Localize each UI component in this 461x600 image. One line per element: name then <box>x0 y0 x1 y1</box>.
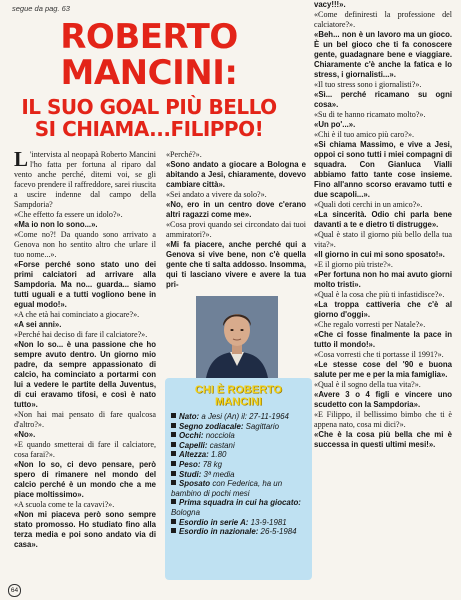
paragraph-text: «Non mi piaceva però sono sempre stato promosso. Ho studiato fino alla terza media e poi sono andato via di casa». <box>14 510 156 549</box>
question-paragraph <box>14 500 156 510</box>
bio-fact-value: con Federica, ha un bambino di pochi mesi <box>171 479 283 498</box>
paragraph-text: «A scuola come te la cavavi?». <box>14 500 115 509</box>
paragraph-text: «No». <box>14 430 36 439</box>
portrait-illustration <box>196 296 278 378</box>
bio-fact <box>171 412 311 422</box>
question-paragraph <box>14 230 156 260</box>
answer-paragraph <box>14 340 156 410</box>
portrait-photo <box>196 296 278 378</box>
text-column-3 <box>314 0 452 450</box>
question-paragraph <box>166 190 306 200</box>
bio-fact-value: Sagittario <box>243 421 279 431</box>
paragraph-text: «A sei anni». <box>14 320 62 329</box>
bio-fact-key: Esordio in nazionale: <box>179 527 259 537</box>
question-paragraph <box>314 110 452 120</box>
question-paragraph <box>314 260 452 270</box>
bio-fact-key: Segno zodiacale: <box>179 421 244 431</box>
bio-fact <box>171 422 311 432</box>
question-paragraph <box>14 440 156 460</box>
text-column-2 <box>166 150 306 290</box>
bio-fact <box>171 498 311 517</box>
paragraph-text: «Chi è il tuo amico più caro?». <box>314 130 415 139</box>
paragraph-text: «E Filippo, il bellissimo bimbo che ti è appena nato, cosa mi dici?». <box>314 410 452 429</box>
answer-paragraph <box>314 330 452 350</box>
paragraph-text: «Un po'...». <box>314 120 356 129</box>
paragraph-text: «Non lo so... è una passione che ho sempre avuto dentro. Un giorno mio padre, da sempre appassionato di calcio, ha cominciato a portarmi con lui a vedere le partite della Juventus, di cui eravamo tifosi, e così è nato tutto». <box>14 340 156 409</box>
question-paragraph <box>314 130 452 140</box>
paragraph-text: «Perché hai deciso di fare il calciatore?». <box>14 330 148 339</box>
paragraph-text: «E il giorno più triste?». <box>314 260 393 269</box>
bio-fact-key: Peso: <box>179 459 201 469</box>
paragraph-text: «Su di te hanno ricamato molto?». <box>314 110 426 119</box>
paragraph-text: «Come definiresti la professione del calciatore?». <box>314 10 452 29</box>
paragraph-text: «Sì... perché ricamano su ogni cosa». <box>314 90 452 109</box>
answer-paragraph <box>14 260 156 310</box>
question-paragraph <box>14 410 156 430</box>
bullet-icon <box>171 442 176 447</box>
bullet-icon <box>171 461 176 466</box>
answer-paragraph <box>314 250 452 260</box>
paragraph-text: «Sono andato a giocare a Bologna e abitando a Jesi, chiaramente, dovevo cambiare città». <box>166 160 306 189</box>
answer-paragraph <box>314 210 452 230</box>
paragraph-text: «Come no?! Da quando sono arrivato a Genova non ho sentito altro che urlare il tuo nome...». <box>14 230 156 259</box>
bullet-icon <box>171 528 176 533</box>
question-paragraph <box>14 210 156 220</box>
question-paragraph <box>314 350 452 360</box>
bio-fact <box>171 470 311 480</box>
paragraph-text: «Si chiama Massimo, e vive a Jesi, oppoi ci sono tutti i miei compagni di squadra. Con Gianluca Vialli abbiamo fatto tante cose insieme. Fino all'anno scorso eravamo tutti e due scapoli...». <box>314 140 452 199</box>
question-paragraph <box>314 80 452 90</box>
answer-paragraph <box>14 460 156 500</box>
paragraph-text: «Forse perché sono stato uno dei primi calciatori ad arrivare alla Sampdoria. Ma no... guarda... siamo tutti uguali e a tutti vogliono bene in egual modo!». <box>14 260 156 309</box>
paragraph-text: 'intervista al neopapà Roberto Mancini l'ho fatta per fortuna al riparo dal vento anche perché, ditemi voi, se gli facevo prendere il raffreddore, sarei riuscita a uscire indenne dal campo della Sampdoria? <box>14 150 156 209</box>
paragraph-text: «Che effetto fa essere un idolo?». <box>14 210 123 219</box>
paragraph-text: «Il giorno in cui mi sono sposato!». <box>314 250 445 259</box>
question-paragraph <box>314 10 452 30</box>
paragraph-text: «Non lo so, ci devo pensare, però spero di rimanere nel mondo del calcio perché è un mondo che a me piace moltissimo». <box>14 460 156 499</box>
question-paragraph <box>314 320 452 330</box>
answer-paragraph <box>14 510 156 550</box>
bio-box <box>165 378 312 580</box>
answer-paragraph <box>14 320 156 330</box>
paragraph-text: «Qual è la cosa che più ti infastidisce?». <box>314 290 445 299</box>
bio-title <box>165 384 312 408</box>
bio-fact <box>171 460 311 470</box>
question-paragraph <box>314 380 452 390</box>
question-paragraph <box>14 330 156 340</box>
question-paragraph <box>166 150 306 160</box>
bio-fact <box>171 527 311 537</box>
bullet-icon <box>171 423 176 428</box>
bio-fact <box>171 479 311 498</box>
paragraph-text: «Sei andato a vivere da solo?». <box>166 190 267 199</box>
answer-paragraph <box>314 0 452 10</box>
paragraph-text: «Il tuo stress sono i giornalisti?». <box>314 80 422 89</box>
bio-title-line-2: MANCINI <box>214 396 263 408</box>
bio-fact-value: Bologna <box>171 507 200 517</box>
bio-fact-value: 1.80 <box>208 450 227 460</box>
title-line-2: MANCINI: <box>60 53 238 93</box>
answer-paragraph <box>314 270 452 290</box>
title-line-3: IL SUO GOAL PIÙ BELLO <box>21 95 277 119</box>
article-title <box>0 17 298 141</box>
text-column-1 <box>14 147 156 550</box>
answer-paragraph <box>314 120 452 130</box>
bullet-icon <box>171 432 176 437</box>
bio-fact-key: Occhi: <box>179 431 204 441</box>
paragraph-text: «Perché?». <box>166 150 202 159</box>
paragraph-text: «Cosa provi quando sei circondato dai tuoi ammiratori?». <box>166 220 306 239</box>
intro-paragraph <box>14 147 156 210</box>
bio-fact-key: Studi: <box>179 469 202 479</box>
bio-fact-key: Sposato <box>179 479 211 489</box>
paragraph-text: «Le stesse cose del '90 e buona salute per me e per la mia famiglia». <box>314 360 452 379</box>
answer-paragraph <box>166 240 306 290</box>
bio-fact <box>171 450 311 460</box>
answer-paragraph <box>166 200 306 220</box>
question-paragraph <box>166 220 306 240</box>
paragraph-text: «Avere 3 o 4 figli e vincere uno scudetto con la Sampdoria». <box>314 390 452 409</box>
question-paragraph <box>14 310 156 320</box>
bio-fact-value: 13-9-1981 <box>248 517 287 527</box>
bio-facts-list <box>171 412 311 537</box>
question-paragraph <box>314 200 452 210</box>
bio-fact-key: Prima squadra in cui ha giocato: <box>179 498 301 508</box>
paragraph-text: «Qual è stato il giorno più bello della tua vita?». <box>314 230 452 249</box>
paragraph-text: «Non hai mai pensato di fare qualcosa d'altro?». <box>14 410 156 429</box>
paragraph-text: «Che regalo vorresti per Natale?». <box>314 320 426 329</box>
paragraph-text: «No, ero in un centro dove c'erano altri ragazzi come me». <box>166 200 306 219</box>
bio-fact <box>171 518 311 528</box>
question-paragraph <box>314 410 452 430</box>
bullet-icon <box>171 480 176 485</box>
question-paragraph <box>314 230 452 250</box>
paragraph-text: «Ma io non lo sono...». <box>14 220 98 229</box>
bio-fact <box>171 431 311 441</box>
bio-fact-value: 26-5-1984 <box>258 527 297 537</box>
paragraph-text: «A che età hai cominciato a giocare?». <box>14 310 140 319</box>
bullet-icon <box>171 451 176 456</box>
paragraph-text: «Che è la cosa più bella che mi è successa in questi ultimi mesi!». <box>314 430 452 449</box>
answer-paragraph <box>314 90 452 110</box>
answer-paragraph <box>314 140 452 200</box>
paragraph-text: «E quando smetterai di fare il calciatore, cosa farai?». <box>14 440 156 459</box>
paragraph-text: «Per fortuna non ho mai avuto giorni molto tristi». <box>314 270 452 289</box>
bio-fact-value: 3ª media <box>201 469 235 479</box>
answer-paragraph <box>14 220 156 230</box>
title-line-1: ROBERTO <box>60 17 238 57</box>
paragraph-text: «Cosa vorresti che ti portasse il 1991?». <box>314 350 444 359</box>
paragraph-text: «Quali doti cerchi in un amico?». <box>314 200 423 209</box>
continued-note: segue da pag. 63 <box>12 4 70 13</box>
bio-title-line-1: CHI È ROBERTO <box>194 384 283 396</box>
question-paragraph <box>314 290 452 300</box>
paragraph-text: vacy!!!». <box>314 0 346 9</box>
paragraph-text: «Mi fa piacere, anche perché qui a Genova si vive bene, non c'è quella gente che ti salta addosso. Insomma, qui ti lasciano vivere e avere la tua pri- <box>166 240 306 289</box>
bullet-icon <box>171 471 176 476</box>
bio-fact-value: a Jesi (An) il: 27-11-1964 <box>199 412 289 421</box>
bio-fact <box>171 441 311 451</box>
bio-fact-key: Esordio in serie A: <box>179 517 249 527</box>
paragraph-text: «Qual è il sogno della tua vita?». <box>314 380 421 389</box>
answer-paragraph <box>314 430 452 450</box>
answer-paragraph <box>314 360 452 380</box>
paragraph-text: «Beh... non è un lavoro ma un gioco. È un bel gioco che ti fa conoscere gente, guadagnare bene e viaggiare. Chiaramente c'è anche la fatica e lo stress, i giornalisti...». <box>314 30 452 79</box>
paragraph-text: «La sincerità. Odio chi parla bene davanti a te e dietro ti distrugge». <box>314 210 452 229</box>
bullet-icon <box>171 499 176 504</box>
bio-fact-key: Nato: <box>179 412 200 421</box>
bio-fact-value: 78 kg <box>200 459 222 469</box>
drop-cap: L <box>14 147 29 171</box>
bullet-icon <box>171 519 176 524</box>
bio-fact-key: Altezza: <box>179 450 209 460</box>
bio-fact-key: Capelli: <box>179 440 208 450</box>
paragraph-text: «La troppa cattiveria che c'è al giorno d'oggi». <box>314 300 452 319</box>
bullet-icon <box>171 413 176 418</box>
bio-fact-value: nocciola <box>203 431 235 441</box>
answer-paragraph <box>166 160 306 190</box>
answer-paragraph <box>314 300 452 320</box>
paragraph-text: «Che ci fosse finalmente la pace in tutto il mondo!». <box>314 330 452 349</box>
title-line-4: SI CHIAMA...FILIPPO! <box>34 117 264 141</box>
answer-paragraph <box>314 390 452 410</box>
answer-paragraph <box>14 430 156 440</box>
bio-fact-value: castani <box>207 440 235 450</box>
page-number: 64 <box>8 584 21 597</box>
answer-paragraph <box>314 30 452 80</box>
